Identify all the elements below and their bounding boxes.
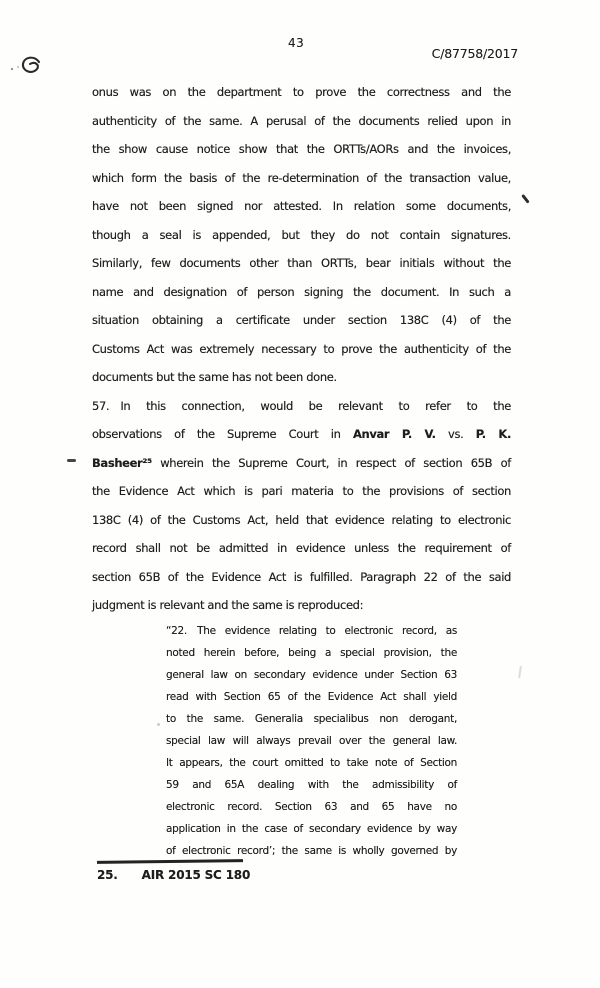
text-line: documents but the same has not been done.	[92, 370, 337, 384]
text-line: noted herein before, being a special provision, the	[166, 647, 457, 659]
faint-dot-mark	[157, 723, 160, 726]
paragraph-57	[92, 392, 511, 620]
footnote-rule	[97, 859, 243, 863]
text-line: It appears, the court omitted to take note of Section	[166, 757, 457, 769]
text-line: of electronic record’; the same is wholly governed by	[166, 845, 457, 857]
footnote-number: 25.	[97, 868, 118, 882]
text-line: Similarly, few documents other than ORTTs, bear initials without the	[92, 256, 511, 270]
text-line: application in the case of secondary evidence by way	[166, 823, 457, 835]
text-line: situation obtaining a certificate under section 138C (4) of the	[92, 313, 511, 327]
text-line: judgment is relevant and the same is reproduced:	[92, 598, 364, 612]
text-line: “22. The evidence relating to electronic record, as	[166, 625, 457, 637]
faint-scan-mark	[518, 666, 521, 678]
text-line: though a seal is appended, but they do not contain signatures.	[92, 227, 511, 242]
footnote-text: AIR 2015 SC 180	[141, 868, 251, 882]
paragraph-continuation	[92, 78, 511, 392]
text-line: Basheer²⁵ wherein the Supreme Court, in respect of section 65B of	[92, 455, 511, 470]
text-line: 138C (4) of the Customs Act, held that evidence relating to electronic	[92, 512, 511, 527]
text-line: 59 and 65A dealing with the admissibility of	[166, 779, 457, 791]
text-line: 57. In this connection, would be relevant to refer to the	[92, 398, 511, 413]
text-line: Customs Act was extremely necessary to prove the authenticity of the	[92, 341, 511, 356]
text-line: observations of the Supreme Court in Anvar P. V. vs. P. K.	[92, 427, 511, 441]
text-line: onus was on the department to prove the correctness and the	[92, 85, 511, 99]
text-line: authenticity of the same. A perusal of the documents relied upon in	[92, 113, 511, 128]
text-line: have not been signed nor attested. In relation some documents,	[92, 199, 511, 213]
footnote	[97, 868, 250, 882]
case-number: C/87758/2017	[431, 46, 518, 61]
text-line: general law on secondary evidence under Section 63	[166, 669, 457, 681]
text-line: electronic record. Section 63 and 65 have no	[166, 801, 457, 813]
text-line: which form the basis of the re-determination of the transaction value,	[92, 170, 511, 185]
page-number: 43	[288, 36, 305, 50]
text-line: read with Section 65 of the Evidence Act shall yield	[166, 691, 457, 703]
handwritten-squiggle-mark	[6, 52, 50, 84]
text-line: to the same. Generalia specialibus non derogant,	[166, 713, 457, 725]
body-text	[92, 78, 511, 620]
text-line: special law will always prevail over the general law.	[166, 735, 457, 747]
text-line: section 65B of the Evidence Act is fulfilled. Paragraph 22 of the said	[92, 569, 511, 584]
text-line: record shall not be admitted in evidence unless the requirement of	[92, 541, 511, 555]
text-line: the Evidence Act which is pari materia to the provisions of section	[92, 484, 511, 498]
quote-block	[166, 620, 457, 862]
pen-tick-mark	[521, 194, 529, 203]
text-line: name and designation of person signing the document. In such a	[92, 284, 511, 299]
text-line: the show cause notice show that the ORTTs/AORs and the invoices,	[92, 142, 511, 156]
pen-dash-mark	[67, 459, 76, 462]
